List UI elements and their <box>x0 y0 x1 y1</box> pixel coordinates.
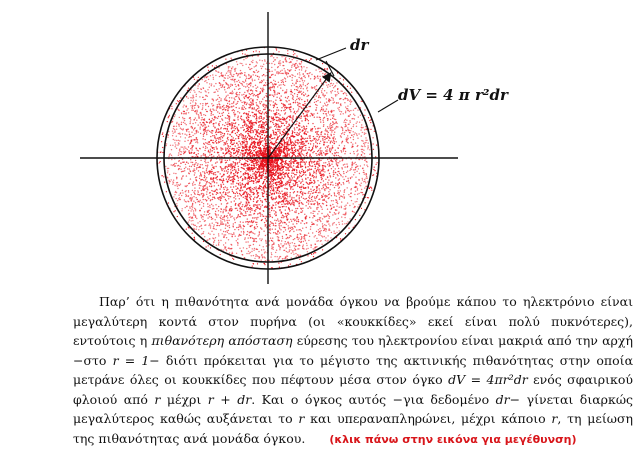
dv-label: dV = 4 π r²dr <box>398 86 508 104</box>
dr-label: dr <box>350 36 369 54</box>
enlarge-image-link[interactable]: (κλικ πάνω στην εικόνα για μεγέθυνση) <box>329 432 577 446</box>
dv-pointer-line <box>378 100 398 112</box>
caption-italic-phrase: πιθανότερη απόσταση <box>151 333 293 348</box>
caption-paragraph: Παρ’ ότι η πιθανότητα ανά μονάδα όγκου να βρούμε κάπου το ηλεκτρόνιο είναι μεγαλύτερη κοντά στον πυρήνα (οι «κουκκίδες» εκεί είναι πολύ πυκνότερες), εντούτοις η πιθανότερη απόσταση εύρεσης του ηλεκτρονίου είναι μακριά από την αρχή −στο r = 1− διότι πρόκειται για το μέγιστο της ακτινικής πιθανότητας στην οποία μετράνε όλες οι κουκκίδες που πέφτουν μέσα στον όγκο dV = 4πr²dr ενός σφαιρικού φλοιού από r μέχρι r + dr. Και ο όγκος αυτός −για δεδομένο dr− γίνεται διαρκώς μεγαλύτερος καθώς αυξάνεται το r και υπεραναπληρώνει, μέχρι κάποιο r, τη μείωση της πιθανότητας ανά μονάδα όγκου. (κλικ πάνω στην εικόνα για μεγέθυνση) <box>73 294 634 446</box>
dr-pointer-line <box>316 48 346 60</box>
